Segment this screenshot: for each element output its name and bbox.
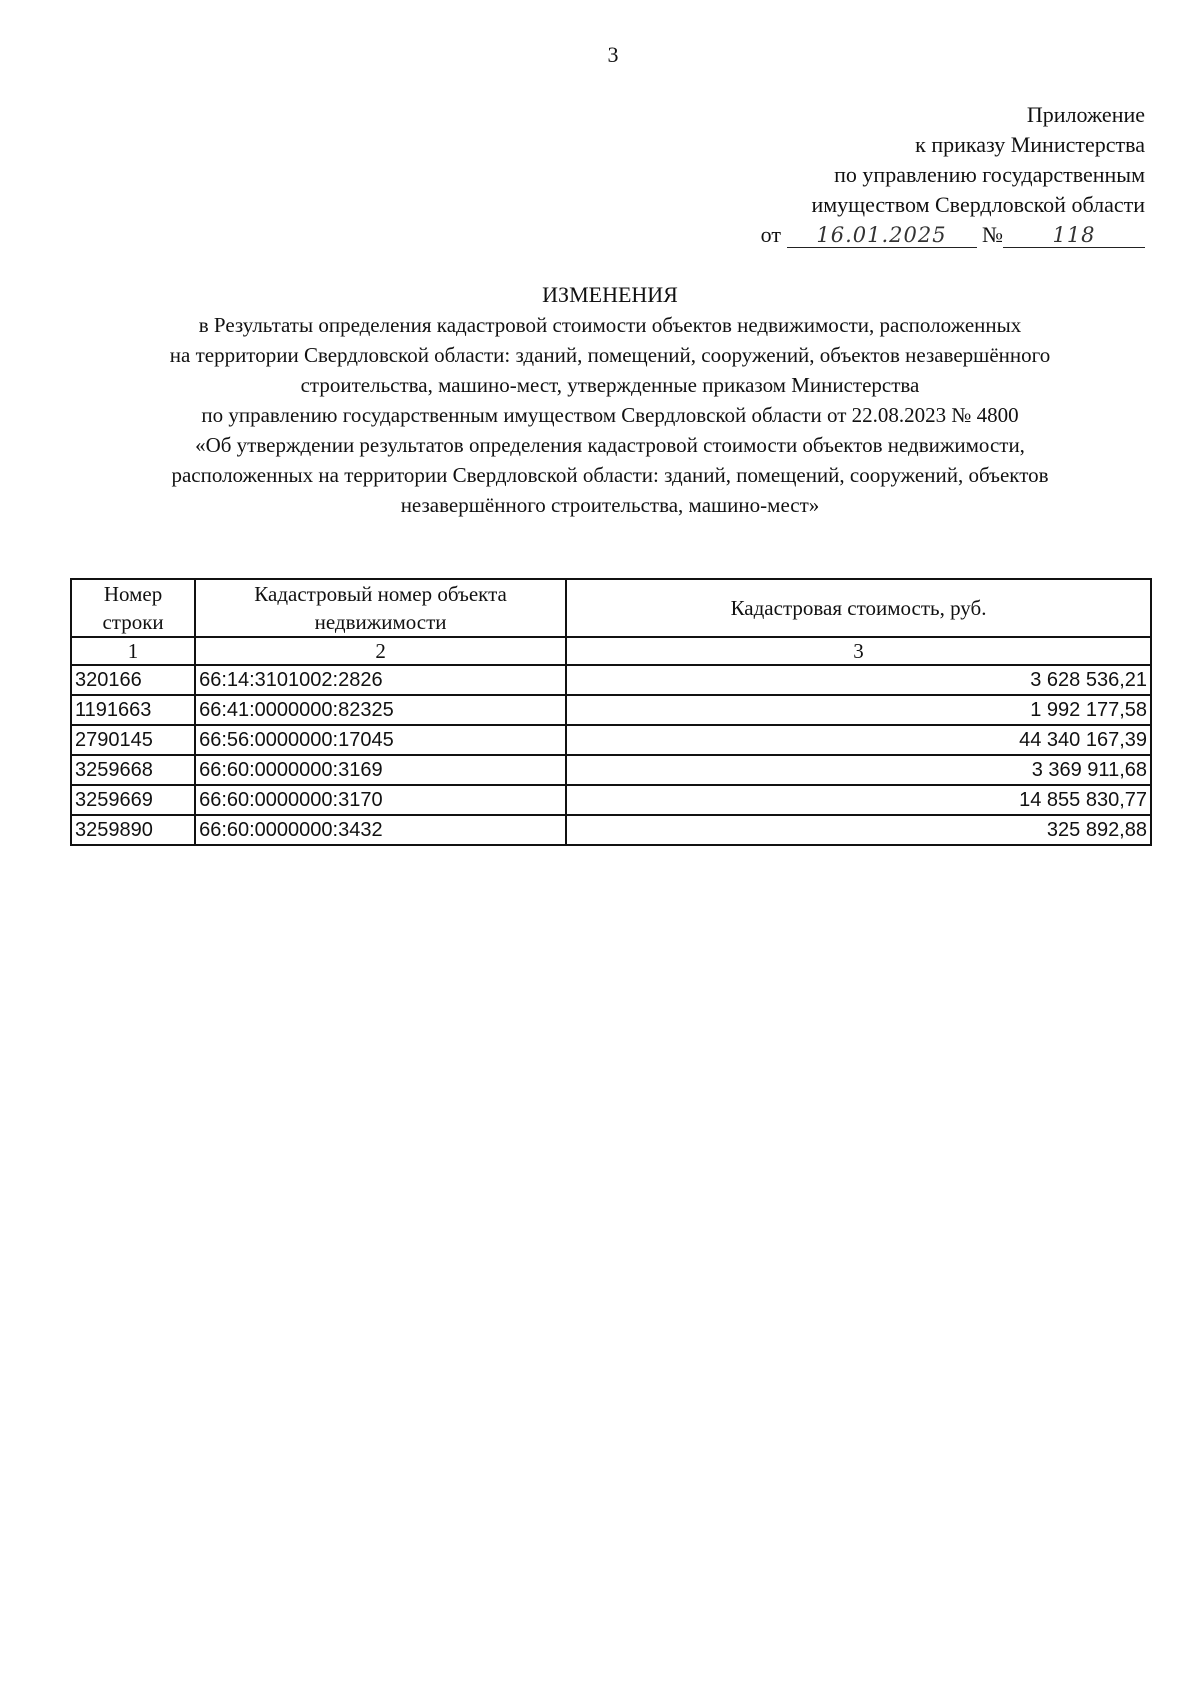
cell-cadastral-number: 66:60:0000000:3432 xyxy=(195,815,566,845)
number-prefix: № xyxy=(982,222,1003,247)
cell-row-number: 1191663 xyxy=(71,695,195,725)
cell-cadastral-value: 3 628 536,21 xyxy=(566,665,1151,695)
handwritten-date: 16.01.2025 xyxy=(816,223,947,247)
column-number: 1 xyxy=(71,637,195,665)
table-header-row xyxy=(71,579,1151,637)
table-row xyxy=(71,815,1151,845)
title-line: строительства, машино-мест, утвержденные приказом Министерства xyxy=(300,373,920,397)
cell-row-number: 3259669 xyxy=(71,785,195,815)
cell-cadastral-value: 1 992 177,58 xyxy=(566,695,1151,725)
header-cadastral-number: Кадастровый номер объекта недвижимости xyxy=(195,579,566,637)
table-row xyxy=(71,725,1151,755)
column-number: 3 xyxy=(566,637,1151,665)
title-line: расположенных на территории Свердловской области: зданий, помещений, сооружений, объектов xyxy=(171,463,1049,487)
title-line: «Об утверждении результатов определения кадастровой стоимости объектов недвижимости, xyxy=(195,433,1025,457)
table-row xyxy=(71,755,1151,785)
cell-row-number: 2790145 xyxy=(71,725,195,755)
number-signature-line xyxy=(1003,220,1145,250)
document-title xyxy=(60,280,1160,520)
handwritten-number: 118 xyxy=(1052,223,1096,247)
header-row-number: Номер строки xyxy=(71,579,195,637)
title-line: незавершённого строительства, машино-мест» xyxy=(400,493,820,517)
appendix-line: имуществом Свердловской области xyxy=(811,192,1145,217)
cell-row-number: 3259668 xyxy=(71,755,195,785)
cell-cadastral-value: 325 892,88 xyxy=(566,815,1151,845)
cell-cadastral-number: 66:56:0000000:17045 xyxy=(195,725,566,755)
title-line: по управлению государственным имуществом Свердловской области от 22.08.2023 № 4800 xyxy=(201,403,1019,427)
table-row xyxy=(71,785,1151,815)
table-row xyxy=(71,665,1151,695)
date-signature-line xyxy=(787,220,977,250)
cell-cadastral-number: 66:14:3101002:2826 xyxy=(195,665,566,695)
header-cadastral-value: Кадастровая стоимость, руб. xyxy=(566,579,1151,637)
cell-row-number: 320166 xyxy=(71,665,195,695)
appendix-line: по управлению государственным xyxy=(834,162,1145,187)
cell-cadastral-value: 44 340 167,39 xyxy=(566,725,1151,755)
cell-cadastral-number: 66:60:0000000:3169 xyxy=(195,755,566,785)
cell-cadastral-number: 66:41:0000000:82325 xyxy=(195,695,566,725)
cell-cadastral-value: 14 855 830,77 xyxy=(566,785,1151,815)
appendix-line: к приказу Министерства xyxy=(915,132,1145,157)
column-number: 2 xyxy=(195,637,566,665)
title-line: на территории Свердловской области: зданий, помещений, сооружений, объектов незавершённого xyxy=(169,343,1051,367)
cell-cadastral-number: 66:60:0000000:3170 xyxy=(195,785,566,815)
title-line: в Результаты определения кадастровой стоимости объектов недвижимости, расположенных xyxy=(198,313,1022,337)
cell-row-number: 3259890 xyxy=(71,815,195,845)
appendix-line: Приложение xyxy=(1026,102,1145,127)
appendix-block xyxy=(665,100,1145,250)
table-row xyxy=(71,695,1151,725)
date-prefix: от xyxy=(760,222,781,247)
cadastral-table-wrapper xyxy=(70,578,1152,846)
order-date-number-line xyxy=(665,220,1145,250)
cadastral-table xyxy=(70,578,1152,846)
column-number-row xyxy=(71,637,1151,665)
page-number: 3 xyxy=(607,42,619,67)
title-heading: ИЗМЕНЕНИЯ xyxy=(542,282,678,307)
cell-cadastral-value: 3 369 911,68 xyxy=(566,755,1151,785)
